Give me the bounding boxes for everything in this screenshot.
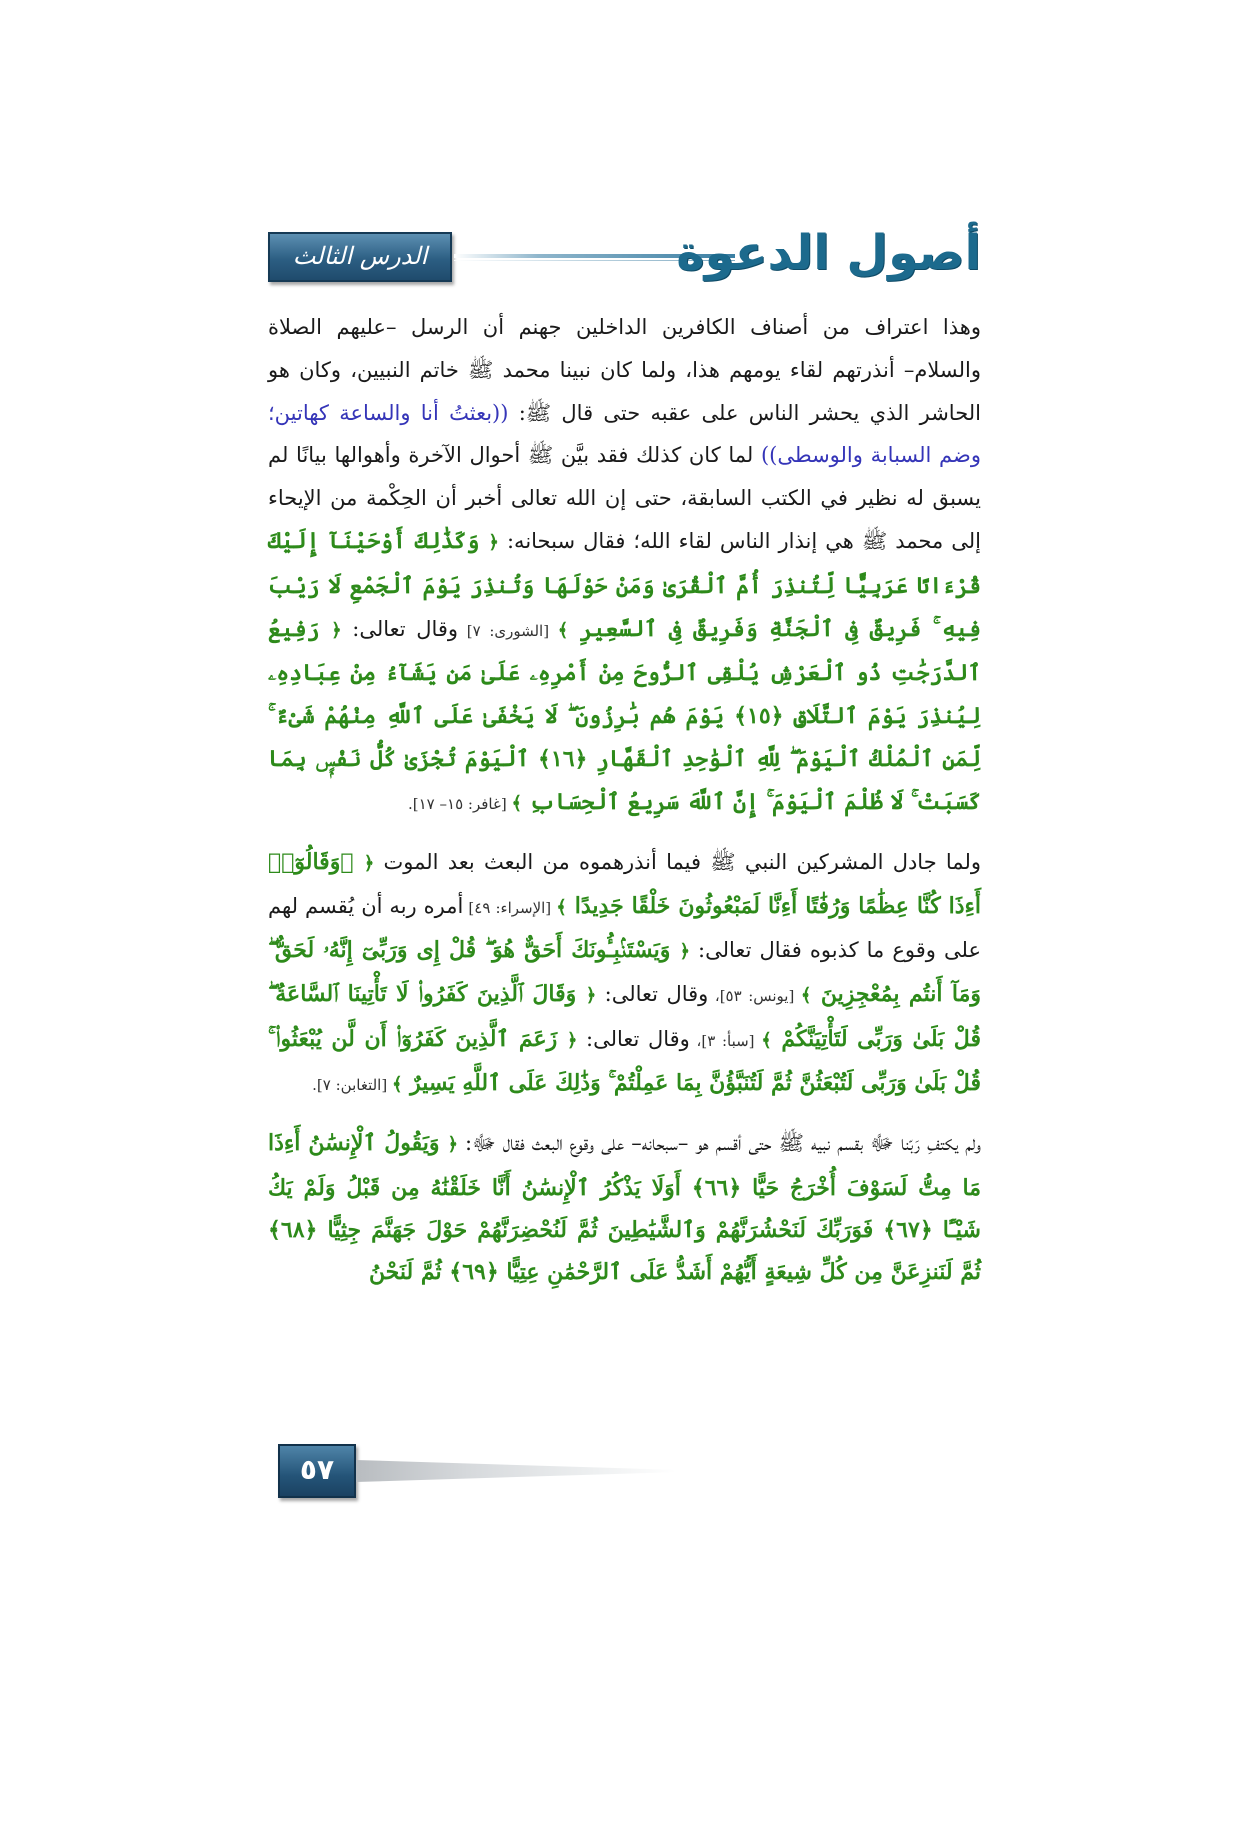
quran-verse: وَيَقُولُ ٱلْإِنسَٰنُ أَءِذَا مَا مِتُّ لَسَوْفَ أُخْرَجُ حَيًّا ﴿٦٦﴾ أَوَلَا يَذْكُرُ ٱلْإِنسَٰنُ أَنَّا خَلَقْنَٰهُ مِن قَبْلُ وَلَمْ يَكُ شَيْـًٔا ﴿٦٧﴾ فَوَرَبِّكَ لَنَحْشُرَنَّهُمْ وَٱلشَّيَٰطِينَ ثُمَّ لَنُحْضِرَنَّهُمْ حَوْلَ جَهَنَّمَ جِثِيًّا ﴿٦٨﴾ ثُمَّ لَنَنزِعَنَّ مِن كُلِّ شِيعَةٍ أَيُّهُمْ أَشَدُّ عَلَى ٱلرَّحْمَٰنِ عِتِيًّا ﴿٦٩﴾ ثُمَّ لَنَحْنُ <box>268 1130 981 1286</box>
quran-bracket-open: ﴿ <box>566 1029 578 1051</box>
quran-verse: زَعَمَ ٱلَّذِينَ كَفَرُوٓا۟ أَن لَّن يُبْعَثُوا۟ ۚ قُلْ بَلَىٰ وَرَبِّى لَتُبْعَثُنَّ ثُمَّ لَتُنَبَّؤُنَّ بِمَا عَمِلْتُمْ ۚ وَذَٰلِكَ عَلَى ٱللَّهِ يَسِيرٌ <box>268 1025 981 1097</box>
book-title: أصول الدعوة <box>676 225 981 281</box>
quran-verse: رَفِيعُ ٱلدَّرَجَٰتِ ذُو ٱلْعَرْشِ يُلْقِى ٱلرُّوحَ مِنْ أَمْرِهِۦ عَلَىٰ مَن يَشَآءُ مِنْ عِبَادِهِۦ لِيُنذِرَ يَوْمَ ٱلتَّلَاقِ ﴿١٥﴾ يَوْمَ هُم بَٰرِزُونَ ۖ لَا يَخْفَىٰ عَلَى ٱللَّهِ مِنْهُمْ شَىْءٌ ۚ لِّمَنِ ٱلْمُلْكُ ٱلْيَوْمَ ۖ لِلَّهِ ٱلْوَٰحِدِ ٱلْقَهَّارِ ﴿١٦﴾ ٱلْيَوْمَ تُجْزَىٰ كُلُّ نَفْسٍۭ بِمَا كَسَبَتْ ۚ لَا ظُلْمَ ٱلْيَوْمَ ۚ إِنَّ ٱللَّهَ سَرِيعُ ٱلْحِسَابِ <box>268 615 981 815</box>
body-text: وقال تعالى: <box>577 1026 690 1051</box>
verse-reference: [يونس: ٥٣]، <box>708 987 801 1006</box>
quran-verse: وَيَسْتَنۢبِـُٔونَكَ أَحَقٌّ هُوَ ۖ قُلْ إِى وَرَبِّىٓ إِنَّهُۥ لَحَقٌّ ۖ وَمَآ أَنتُم بِمُعْجِزِينَ <box>268 937 981 1008</box>
quran-bracket-open: ﴿ <box>447 1134 458 1156</box>
quran-bracket-close: ﴾ <box>557 619 569 641</box>
page-body <box>268 306 981 1836</box>
paragraph <box>268 306 981 826</box>
quran-bracket-close: ﴾ <box>800 985 812 1007</box>
verse-reference: [الإسراء: ٤٩] <box>463 898 557 917</box>
verse-reference: [التغابن: ٧]. <box>312 1076 392 1095</box>
body-text: ولم يكتفِ رَبّنا ﷻ بقسم نبيه ﷺ حتى أقسم هو –سبحانه– على وقوع البعث فقال ﷻ: <box>458 1131 981 1156</box>
quran-bracket-open: ﴿ <box>679 941 690 963</box>
body-text: لما كان كذلك فقد بيَّن ﷺ أحوال الآخرة وأهوالها بيانًا لم يسبق له نظير في الكتب السابقة، حتى إن الله تعالى أخبر أن الحِكْمة من الإيحاء إلى محمد ﷺ هي إنذار الناس لقاء الله؛ فقال سبحانه: <box>268 443 981 553</box>
page-header <box>268 218 981 288</box>
page-number: ٥٧ <box>278 1444 356 1498</box>
quran-bracket-close: ﴾ <box>391 1074 403 1096</box>
body-text: ولما جادل المشركين النبي ﷺ فيما أنذرهموه من البعث بعد الموت <box>374 849 981 874</box>
verse-reference: [غافر: ١٥– ١٧]. <box>407 794 512 813</box>
quran-bracket-close: ﴾ <box>556 896 567 918</box>
quran-bracket-open: ﴿ <box>488 531 499 553</box>
quran-bracket-open: ﴿ <box>363 852 375 874</box>
body-text: وهذا اعتراف من أصناف الكافرين الداخلين جهنم أن الرسل –عليهم الصلاة والسلام– أنذرتهم لقاء يومهم هذا، ولما كان نبينا محمد ﷺ خاتم النبيين، وكان هو الحاشر الذي يحشر الناس على عقبه حتى قال ﷺ: <box>268 315 981 425</box>
verse-reference: [الشورى: ٧] <box>458 621 558 640</box>
quran-bracket-close: ﴾ <box>511 792 522 814</box>
quran-verse: وَكَذَٰلِكَ أَوْحَيْنَآ إِلَيْكَ قُرْءَانًا عَرَبِيًّا لِّتُنذِرَ أُمَّ ٱلْقُرَىٰ وَمَنْ حَوْلَهَا وَتُنذِرَ يَوْمَ ٱلْجَمْعِ لَا رَيْبَ فِيهِ ۚ فَرِيقٌ فِى ٱلْجَنَّةِ وَفَرِيقٌ فِى ٱلسَّعِيرِ <box>268 527 981 642</box>
body-text: أمره ربه أن يُقسم لهم على وقوع ما كذبوه فقال تعالى: <box>268 893 981 963</box>
footer-decoration <box>356 1460 676 1482</box>
body-text: وقال تعالى: <box>596 982 709 1007</box>
paragraph <box>268 1122 981 1293</box>
quran-bracket-close: ﴾ <box>761 1029 772 1051</box>
quran-bracket-open: ﴿ <box>331 619 342 641</box>
body-text: وقال تعالى: <box>341 616 459 641</box>
lesson-badge: الدرس الثالث <box>268 232 452 282</box>
paragraph <box>268 841 981 1107</box>
page-footer <box>278 1444 838 1498</box>
quran-bracket-open: ﴿ <box>585 985 597 1007</box>
hadith-quote: ((بعثتُ أنا والساعة كهاتين؛ وضم السبابة والوسطى)) <box>268 400 981 468</box>
quran-verse: ﴿وَقَالُوٓا۟ أَءِذَا كُنَّا عِظَٰمًا وَرُفَٰتًا أَءِنَّا لَمَبْعُوثُونَ خَلْقًا جَدِيدًا <box>268 848 981 919</box>
verse-reference: [سبأ: ٣]، <box>689 1031 762 1050</box>
quran-verse: وَقَالَ ٱلَّذِينَ كَفَرُوا۟ لَا تَأْتِينَا ٱلسَّاعَةُ ۖ قُلْ بَلَىٰ وَرَبِّى لَتَأْتِيَنَّكُمْ <box>268 981 981 1052</box>
